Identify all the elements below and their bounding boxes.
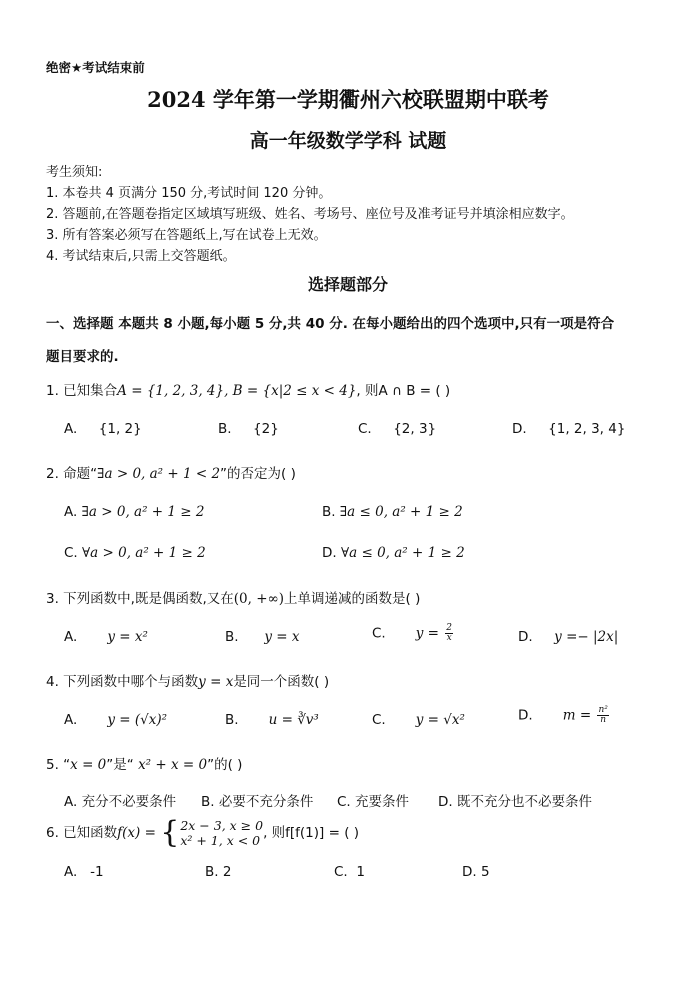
question-stem-mid: ”是“ — [106, 757, 139, 773]
option-a: A. 充分不必要条件 — [64, 794, 177, 810]
option-d: D. 5 — [462, 864, 490, 880]
option-b: B. 必要不充分条件 — [201, 794, 314, 810]
question-math: y = x — [198, 674, 234, 690]
fraction: $\frac{2}{x}$ — [446, 623, 453, 643]
option-b: B. u = ∛v³ — [225, 712, 319, 728]
option-a: A. y = (√x)² — [64, 712, 168, 728]
option-a: A. y = x² — [64, 629, 148, 645]
question-math: (0, +∞) — [233, 591, 285, 607]
option-d: D. 既不充分也不必要条件 — [438, 794, 592, 810]
piecewise-definition: { 2x − 3, x ≥ 0 x² + 1, x < 0 — [160, 815, 264, 850]
question-1 — [46, 379, 450, 399]
question-stem-suffix: 是同一个函数( ) — [233, 674, 330, 690]
confidential-mark: 绝密★考试结束前 — [46, 60, 145, 75]
exam-title: 2024 学年第一学期衢州六校联盟期中联考 — [147, 87, 549, 112]
question-stem-suffix: , 则f[f(1)] = ( ) — [263, 825, 360, 841]
option-b: B. y = x — [225, 629, 300, 645]
option-c: C. 1 — [334, 864, 365, 880]
part-instructions-cont: 题目要求的. — [46, 349, 119, 365]
question-math: f(x) = — [117, 825, 161, 841]
option-b: B. {2} — [218, 421, 279, 437]
question-math: ∃a > 0, a² + 1 < 2 — [97, 466, 221, 482]
question-stem-suffix: 上单调递减的函数是( ) — [284, 591, 421, 607]
option-c: C. {2, 3} — [358, 421, 437, 437]
question-math-2: x² + x = 0 — [138, 757, 208, 773]
option-b: B. ∃a ≤ 0, a² + 1 ≥ 2 — [322, 504, 463, 520]
question-math: A = {1, 2, 3, 4}, B = {x|2 ≤ x < 4} — [117, 383, 357, 399]
option-d: D. m = $\frac{\text{n²}}{n}$ — [518, 705, 608, 725]
option-c: C. 充要条件 — [337, 794, 410, 810]
question-stem-suffix: , 则A ∩ B = ( ) — [356, 383, 451, 399]
option-b: B. 2 — [205, 864, 232, 880]
section-heading: 选择题部分 — [307, 275, 388, 294]
exam-subtitle: 高一年级数学学科 试题 — [249, 130, 447, 152]
option-d: D. {1, 2, 3, 4} — [512, 421, 626, 437]
option-a: A. {1, 2} — [64, 421, 142, 437]
notice-heading: 考生须知: — [46, 165, 103, 180]
option-d: D. ∀a ≤ 0, a² + 1 ≥ 2 — [322, 545, 465, 561]
question-4 — [46, 670, 329, 690]
notice-item: 1. 本卷共 4 页满分 150 分,考试时间 120 分钟。 — [46, 186, 332, 201]
question-5 — [46, 753, 242, 773]
fraction: $\frac{\text{n²}}{n}$ — [598, 705, 608, 725]
question-3 — [46, 587, 420, 607]
question-stem: 2. 命题“ — [46, 466, 98, 482]
option-c: C. y = $\frac{2}{x}$ — [372, 623, 453, 643]
notice-item: 4. 考试结束后,只需上交答题纸。 — [46, 249, 236, 264]
notice-item: 2. 答题前,在答题卷指定区域填写班级、姓名、考场号、座位号及准考证号并填涂相应数字。 — [46, 207, 574, 222]
option-c: C. ∀a > 0, a² + 1 ≥ 2 — [64, 545, 206, 561]
question-stem: 1. 已知集合 — [46, 383, 118, 399]
question-stem: 5. “ — [46, 757, 71, 773]
question-math: x = 0 — [70, 757, 107, 773]
option-a: A. -1 — [64, 864, 104, 880]
question-6 — [46, 815, 360, 850]
question-stem: 3. 下列函数中,既是偶函数,又在 — [46, 591, 234, 607]
part-instructions: 一、选择题 本题共 8 小题,每小题 5 分,共 40 分. 在每小题给出的四个选项中,只有一项是符合 — [46, 316, 615, 332]
question-2 — [46, 462, 296, 482]
option-d: D. y =− |2x| — [518, 629, 619, 645]
notice-item: 3. 所有答案必须写在答题纸上,写在试卷上无效。 — [46, 228, 327, 243]
question-stem-suffix: ”的( ) — [207, 757, 243, 773]
question-stem-suffix: ”的否定为( ) — [220, 466, 296, 482]
question-stem: 6. 已知函数 — [46, 825, 118, 841]
question-stem: 4. 下列函数中哪个与函数 — [46, 674, 199, 690]
option-c: C. y = √x² — [372, 712, 465, 728]
option-a: A. ∃a > 0, a² + 1 ≥ 2 — [64, 504, 205, 520]
